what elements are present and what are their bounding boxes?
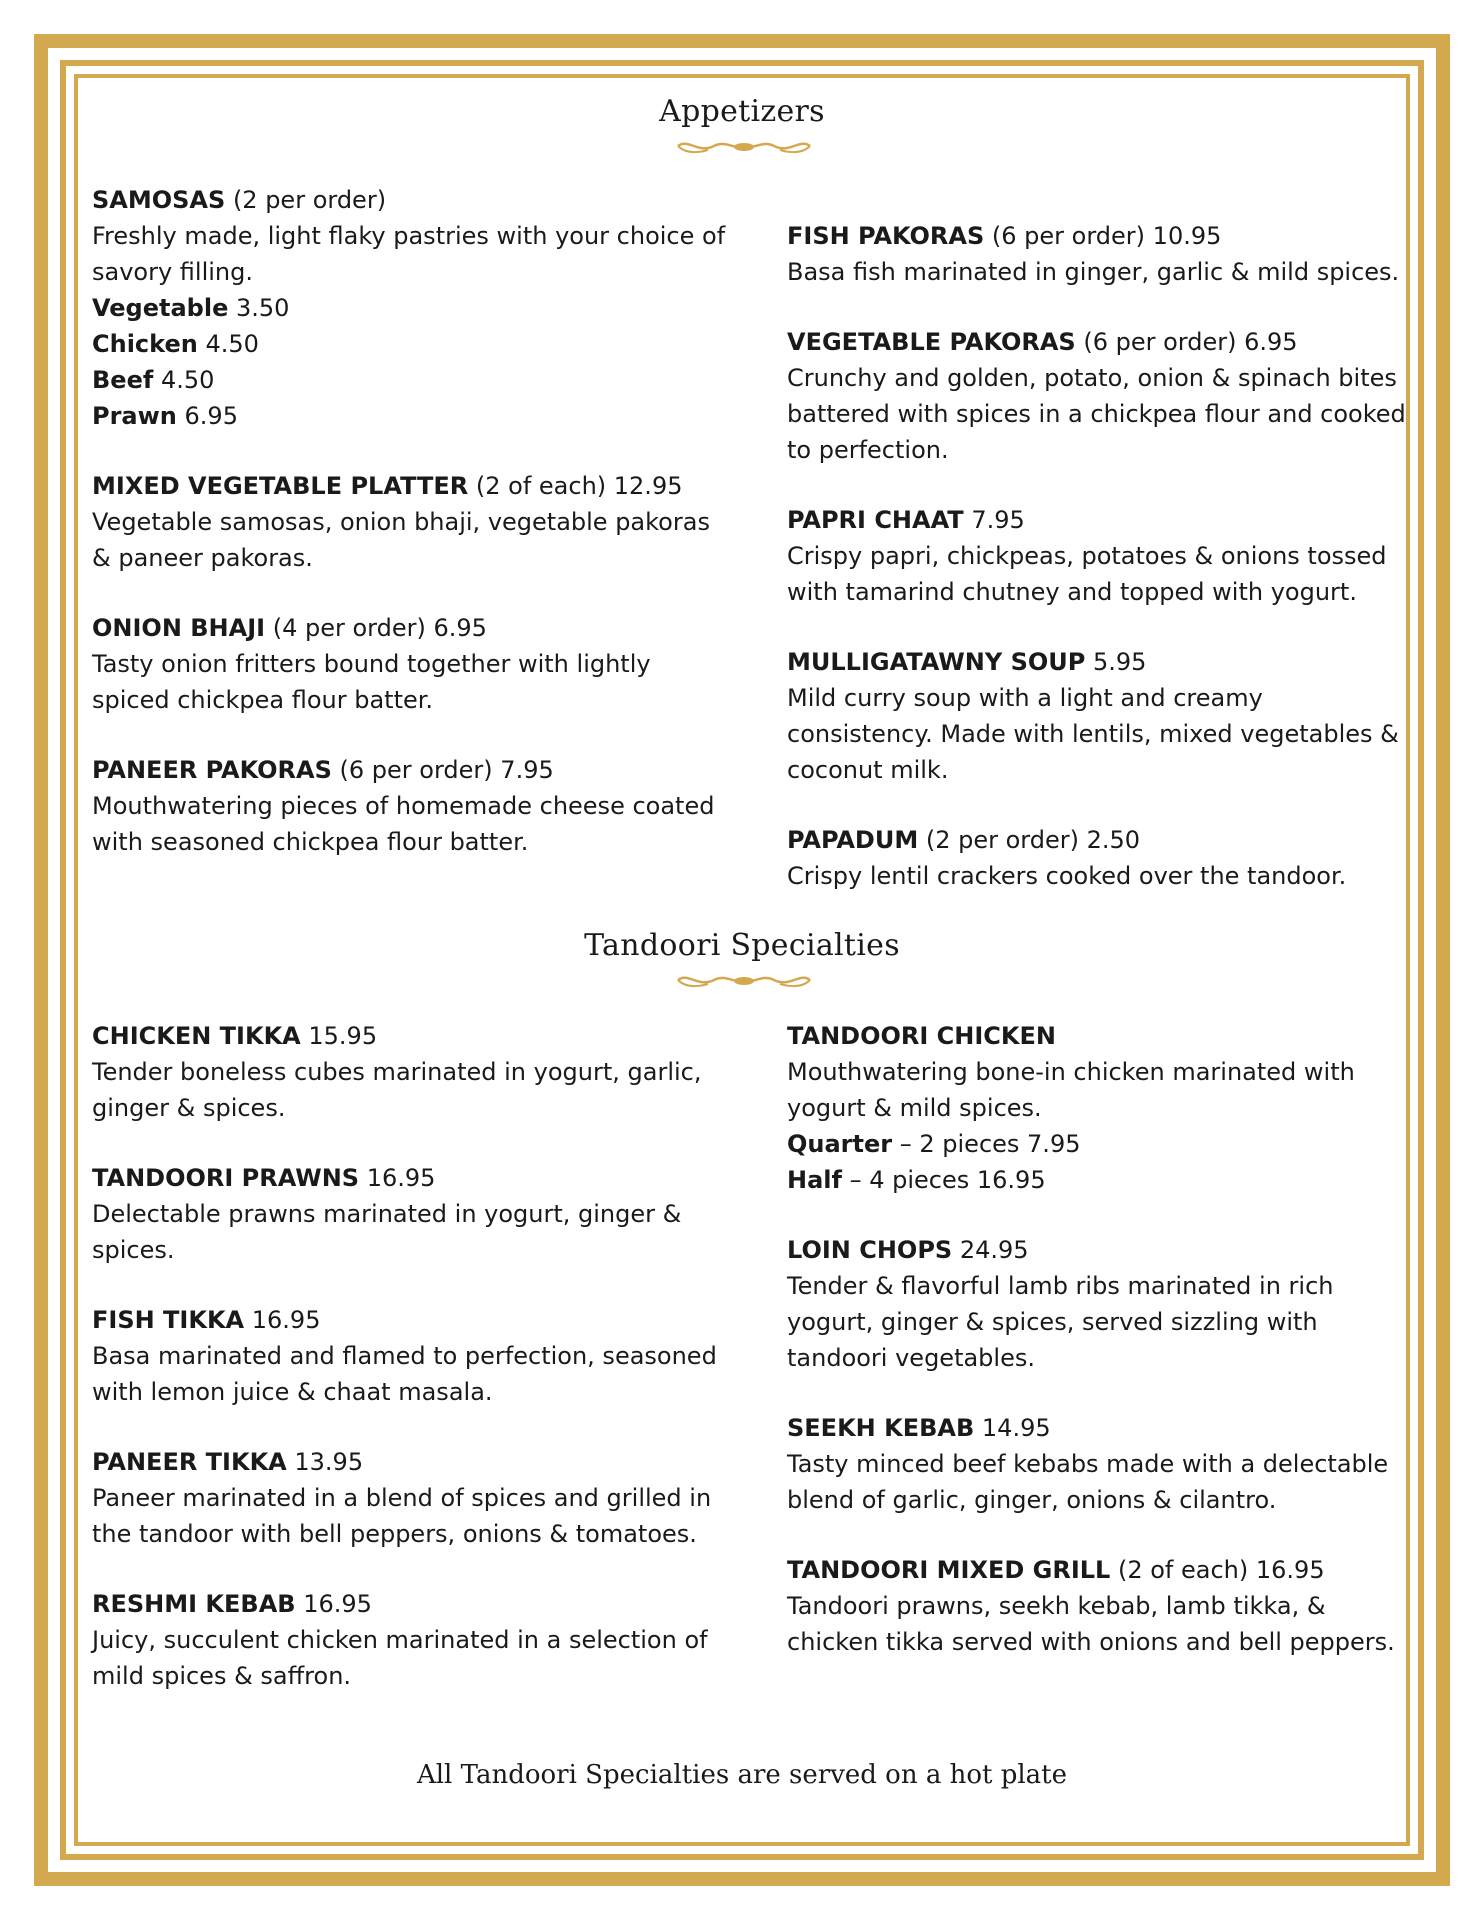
menu-item-name: VEGETABLE PAKORAS [787,328,1076,356]
menu-item [787,324,1407,468]
menu-item-name: TANDOORI MIXED GRILL [787,1556,1111,1584]
menu-item [92,182,732,434]
menu-item-name: CHICKEN TIKKA [92,1022,301,1050]
menu-item-description: Paneer marinated in a blend of spices and grilled in the tandoor with bell peppers, onions & tomatoes. [92,1484,712,1548]
menu-item-price: (6 per order) 6.95 [1083,328,1298,356]
menu-item-price: 24.95 [959,1236,1029,1264]
menu-item-description: Tender & flavorful lamb ribs marinated in rich yogurt, ginger & spices, served sizzling with tandoori vegetables. [787,1272,1334,1372]
appetizers-title: Appetizers [659,94,825,129]
menu-item-description: Mouthwatering bone-in chicken marinated with yogurt & mild spices. [787,1058,1355,1122]
menu-item-price: (2 per order) 2.50 [925,826,1141,854]
menu-item-name: TANDOORI CHICKEN [787,1022,1056,1050]
menu-item-name: LOIN CHOPS [787,1236,953,1264]
flourish-icon [674,136,814,158]
menu-item [92,468,732,576]
menu-item-option [92,326,732,362]
menu-item-price: 16.95 [366,1164,436,1192]
option-price: 6.95 [184,402,238,430]
menu-item-name: FISH TIKKA [92,1306,245,1334]
menu-item [92,1160,732,1268]
menu-item-heading [92,1444,732,1480]
menu-item-description: Mouthwatering pieces of homemade cheese coated with seasoned chickpea flour batter. [92,792,715,856]
menu-item [787,502,1407,610]
menu-item-price: 15.95 [308,1022,378,1050]
menu-item-description: Tender boneless cubes marinated in yogurt, garlic, ginger & spices. [92,1058,702,1122]
menu-item-heading [92,1160,732,1196]
menu-item-heading [92,610,732,646]
menu-item-heading [92,1586,732,1622]
tandoori-left-column [92,1018,732,1728]
tandoori-right-column [787,1018,1407,1694]
menu-item [92,1586,732,1694]
menu-item-description: Mild curry soup with a light and creamy consistency. Made with lentils, mixed vegetables & coconut milk. [787,684,1399,784]
appetizers-right-column [787,218,1407,928]
footer-note: All Tandoori Specialties are served on a hot plate [416,1760,1068,1790]
menu-item-description: Tasty onion fritters bound together with lightly spiced chickpea flour batter. [92,650,651,714]
menu-item [92,1018,732,1126]
menu-item-option [787,1162,1407,1198]
menu-item-price: (2 of each) 16.95 [1117,1556,1325,1584]
menu-item-price: (2 of each) 12.95 [475,472,683,500]
menu-item-heading [92,1302,732,1338]
menu-item [92,610,732,718]
menu-item-price: (6 per order) 7.95 [339,756,554,784]
menu-item-price: 16.95 [303,1590,372,1618]
option-name: Half [787,1166,842,1194]
menu-item-price: 13.95 [294,1448,364,1476]
menu-item [787,1232,1407,1376]
menu-item [787,218,1407,290]
menu-item-price: (6 per order) 10.95 [991,222,1222,250]
option-name: Prawn [92,402,177,430]
menu-item-heading [92,182,732,218]
option-name: Beef [92,366,154,394]
menu-item-option [787,1126,1407,1162]
menu-item [787,1018,1407,1198]
menu-item-name: SEEKH KEBAB [787,1414,975,1442]
appetizers-left-column [92,182,732,894]
menu-item-name: PAPRI CHAAT [787,506,964,534]
menu-item-heading [92,468,732,504]
menu-item [787,822,1407,894]
menu-item-option [92,362,732,398]
menu-item [787,1552,1407,1660]
menu-item-description: Tandoori prawns, seekh kebab, lamb tikka, & chicken tikka served with onions and bell peppers. [787,1592,1395,1656]
menu-item-heading [787,1232,1407,1268]
menu-item-name: MIXED VEGETABLE PLATTER [92,472,469,500]
menu-item-heading [787,644,1407,680]
menu-item-name: PAPADUM [787,826,919,854]
menu-item-description: Vegetable samosas, onion bhaji, vegetable pakoras & paneer pakoras. [92,508,710,572]
option-price: 4.50 [205,330,259,358]
option-name: Chicken [92,330,198,358]
menu-item-description: Freshly made, light flaky pastries with your choice of savory filling. [92,222,726,286]
menu-item-description: Crunchy and golden, potato, onion & spinach bites battered with spices in a chickpea flour and cooked to perfection. [787,364,1406,464]
menu-item-heading [787,502,1407,538]
menu-item-heading [787,1018,1407,1054]
flourish-icon [674,970,814,992]
menu-item-description: Juicy, succulent chicken marinated in a selection of mild spices & saffron. [92,1626,708,1690]
menu-item-description: Basa fish marinated in ginger, garlic & mild spices. [787,258,1400,286]
menu-item-heading [787,218,1407,254]
menu-item-price: (4 per order) 6.95 [272,614,487,642]
menu-item-price: 16.95 [251,1306,321,1334]
menu-item [92,1444,732,1552]
option-price: – 4 pieces 16.95 [849,1166,1046,1194]
menu-item-option [92,398,732,434]
menu-item-option [92,290,732,326]
menu-item-name: MULLIGATAWNY SOUP [787,648,1086,676]
menu-item [787,644,1407,788]
menu-item [787,1410,1407,1518]
menu-item-description: Basa marinated and flamed to perfection, seasoned with lemon juice & chaat masala. [92,1342,717,1406]
option-name: Quarter [787,1130,893,1158]
menu-item-price: 7.95 [971,506,1025,534]
menu-item-name: ONION BHAJI [92,614,266,642]
menu-item-description: Crispy papri, chickpeas, potatoes & onions tossed with tamarind chutney and topped with yogurt. [787,542,1387,606]
option-price: 4.50 [160,366,215,394]
menu-item-name: FISH PAKORAS [787,222,985,250]
menu-item-price: 14.95 [981,1414,1051,1442]
menu-item-name: TANDOORI PRAWNS [92,1164,360,1192]
menu-item-name: PANEER TIKKA [92,1448,287,1476]
menu-item-description: Tasty minced beef kebabs made with a delectable blend of garlic, ginger, onions & cilantro. [787,1450,1389,1514]
option-price: 3.50 [236,294,290,322]
menu-item-heading [787,1410,1407,1446]
menu-item-heading [92,752,732,788]
option-price: – 2 pieces 7.95 [899,1130,1081,1158]
menu-item-heading [787,822,1407,858]
menu-item-heading [92,1018,732,1054]
menu-item-name: PANEER PAKORAS [92,756,332,784]
menu-item-heading [787,324,1407,360]
menu-item-name: RESHMI KEBAB [92,1590,296,1618]
option-name: Vegetable [92,294,229,322]
menu-item-heading [787,1552,1407,1588]
menu-item-price: 5.95 [1093,648,1147,676]
menu-item [92,752,732,860]
menu-item-name: SAMOSAS [92,186,226,214]
tandoori-title: Tandoori Specialties [584,928,900,963]
menu-item-description: Crispy lentil crackers cooked over the tandoor. [787,862,1347,890]
menu-item-description: Delectable prawns marinated in yogurt, ginger & spices. [92,1200,682,1264]
menu-item [92,1302,732,1410]
menu-item-price: (2 per order) [232,186,387,214]
